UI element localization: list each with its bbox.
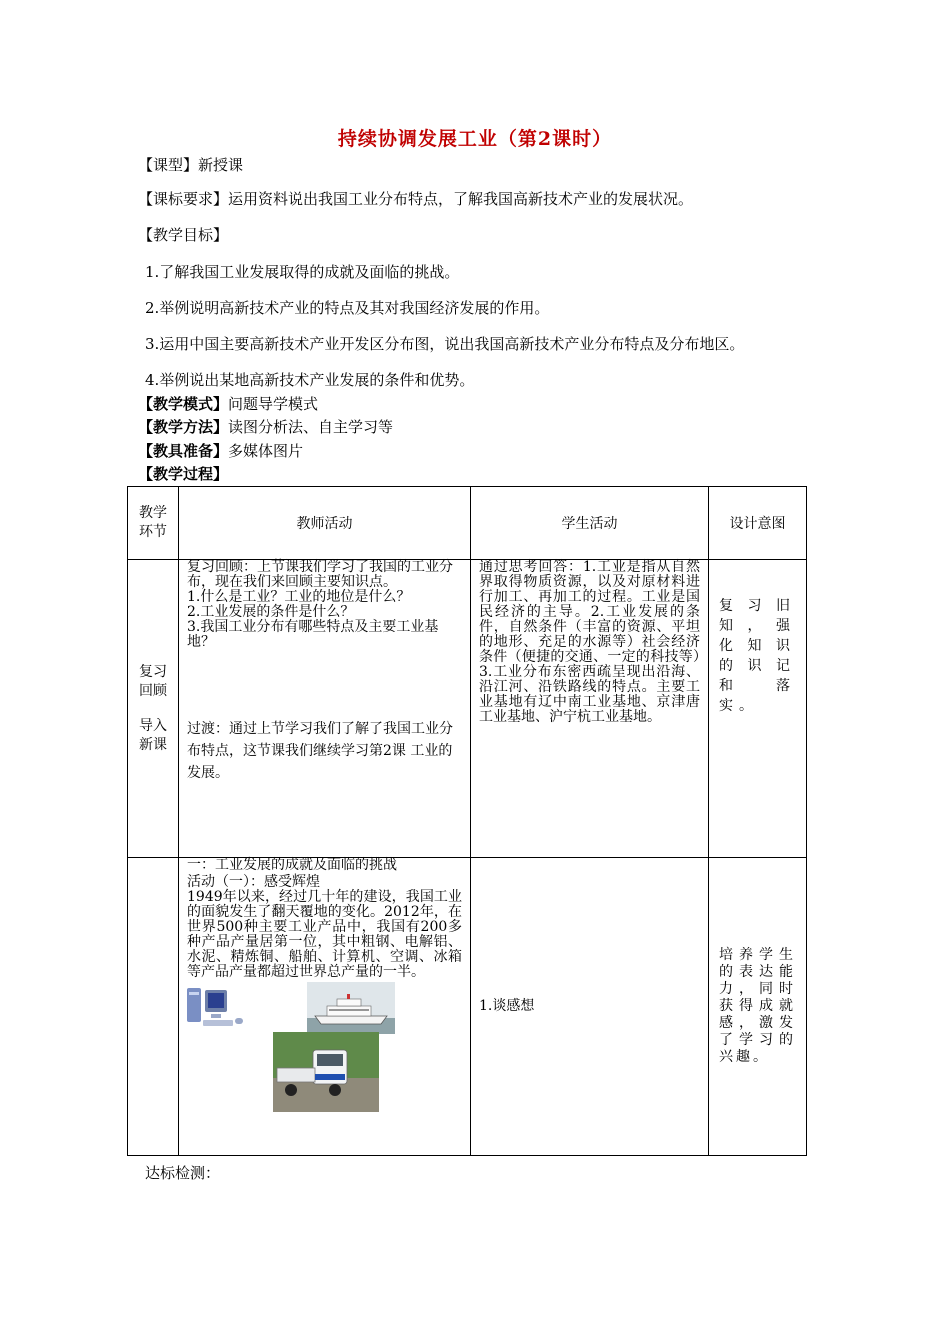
image-group: [179, 982, 470, 1107]
header-intent: 设计意图: [709, 487, 807, 560]
stage-review: 复习 回顾: [139, 663, 167, 699]
student-answer-text: 通过思考回答：1.工业是指从自然界取得物质资源，以及对原材料进行加工、再加工的过程。工业是国民经济的主导。2.工业发展的条件，自然条件（丰富的资源、平坦的地形、充足的水源等）社会经济条件（便捷的交通、一定的科技等）3.工业分布东密西疏呈现出沿海、沿江河、沿铁路线的特点。主要工业基地有辽中南工业基地、京津唐工业基地、沪宁杭工业基地。: [479, 559, 700, 725]
teacher-cell: [179, 560, 471, 858]
standard-label: 【课标要求】: [138, 190, 229, 208]
student-cell: [471, 858, 709, 1156]
table-row: [128, 560, 807, 858]
tools-value: 多媒体图片: [228, 442, 304, 460]
computer-image: [185, 984, 247, 1032]
header-teacher: 教师活动: [179, 487, 471, 560]
intent-cell: [709, 858, 807, 1156]
ship-image: [307, 982, 395, 1034]
goal-item: 4.举例说出某地高新技术产业发展的条件和优势。: [145, 371, 475, 389]
teacher-review-text: 复习回顾：上节课我们学习了我国的工业分布，现在我们来回顾主要知识点。 1.什么是工业？工业的地位是什么？ 2.工业发展的条件是什么？ 3.我国工业分布有哪些特点及主要工业基地？: [187, 559, 453, 650]
course-type-label: 【课型】: [138, 156, 199, 174]
course-type-line: [138, 154, 243, 175]
section-title: 一：工业发展的成就及面临的挑战: [187, 857, 397, 873]
intent-text: 培养学生的表达能力，同时获得成就感，激发了学习的兴趣。: [719, 947, 796, 1065]
stage-intro: 导入 新课: [139, 717, 167, 753]
method-line: [138, 416, 393, 437]
header-student: 学生活动: [471, 487, 709, 560]
goal-item: 2.举例说明高新技术产业的特点及其对我国经济发展的作用。: [145, 299, 550, 317]
mode-label: 【教学模式】: [138, 395, 229, 413]
header-stage: [128, 487, 179, 560]
tools-line: [138, 440, 303, 461]
standard-line: [138, 188, 693, 209]
goals-label: 【教学目标】: [138, 226, 229, 244]
truck-image: [273, 1032, 379, 1112]
page-title: 持续协调发展工业（第2课时）: [337, 128, 613, 150]
stage-cell: [128, 560, 179, 858]
process-label: 【教学过程】: [138, 465, 229, 483]
table-row: [128, 858, 807, 1156]
student-cell: [471, 560, 709, 858]
teacher-cell: [179, 858, 471, 1156]
standard-value: 运用资料说出我国工业分布特点，了解我国高新技术产业的发展状况。: [228, 190, 694, 208]
goal-item: 3.运用中国主要高新技术产业开发区分布图，说出我国高新技术产业分布特点及分布地区。: [145, 335, 745, 353]
table-header-row: [128, 487, 807, 560]
achievement-text: 1949年以来，经过几十年的建设，我国工业的面貌发生了翻天覆地的变化。2012年，在世界500种主要工业产品中，我国有200多种产品产量居第一位，其中粗钢、电解铝、水泥、精炼铜、船舶、计算机、空调、冰箱等产品产量都超过世界总产量的一半。: [187, 889, 462, 980]
stage-cell-empty: [128, 858, 179, 1156]
footer-label: 达标检测：: [145, 1164, 221, 1182]
teacher-transition-text: 过渡：通过上节学习我们了解了我国工业分布特点，这节课我们继续学习第2课 工业的发展。: [187, 721, 453, 781]
student-response-text: 1.谈感想: [479, 998, 535, 1014]
course-type-value: 新授课: [198, 156, 244, 174]
mode-line: [138, 393, 318, 414]
intent-cell: [709, 560, 807, 858]
intent-text: 复习旧知，强化知识的识记和落实。: [719, 598, 796, 714]
goal-item: 1.了解我国工业发展取得的成就及面临的挑战。: [145, 263, 460, 281]
method-value: 读图分析法、自主学习等: [228, 418, 394, 436]
method-label: 【教学方法】: [138, 418, 229, 436]
header-stage-text: 教学 环节: [139, 505, 167, 540]
tools-label: 【教具准备】: [138, 442, 229, 460]
activity-title: 活动（一）：感受辉煌: [187, 874, 320, 890]
lesson-table: [127, 486, 807, 1156]
process-line: [138, 463, 228, 484]
mode-value: 问题导学模式: [228, 395, 319, 413]
